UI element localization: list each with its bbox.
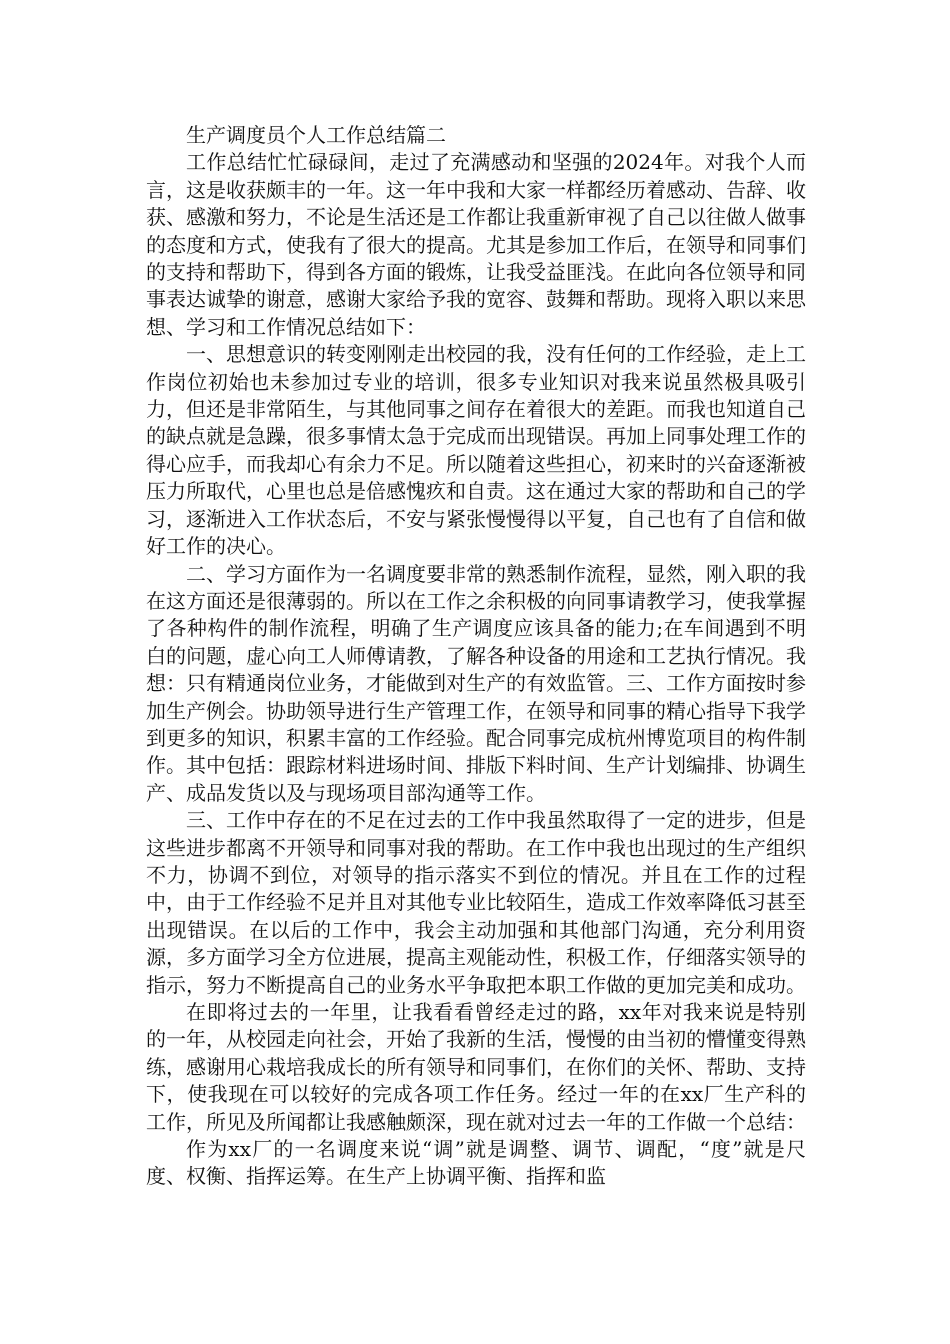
paragraph-shortcomings: 三、工作中存在的不足在过去的工作中我虽然取得了一定的进步，但是这些进步都离不开领导和同事对我的帮助。在工作中我也出现过的生产组织不力，协调不到位，对领导的指示落实不到位的情况。并且在工作的过程中，由于工作经验不足并且对其他专业比较陌生，造成工作效率降低习甚至出现错误。在以后的工作中，我会主动加强和其他部门沟通，充分利用资源，多方面学习全方位进展，提高主观能动性，积极工作，仔细落实领导的指示，努力不断提高自己的业务水平争取把本职工作做的更加完美和成功。	[146, 808, 806, 997]
paragraph-intro: 工作总结忙忙碌碌间，走过了充满感动和坚强的2024年。对我个人而言，这是收获颇丰的一年。这一年中我和大家一样都经历着感动、告辞、收获、感激和努力，不论是生活还是工作都让我重新审视了自己以往做人做事的态度和方式，使我有了很大的提高。尤其是参加工作后，在领导和同事们的支持和帮助下，得到各方面的锻炼，让我受益匪浅。在此向各位领导和同事表达诚挚的谢意，感谢大家给予我的宽容、鼓舞和帮助。现将入职以来思想、学习和工作情况总结如下：	[146, 150, 806, 339]
document-title: 生产调度员个人工作总结篇二	[186, 123, 446, 147]
paragraph-dispatcher-role: 作为xx厂的一名调度来说“调”就是调整、调节、调配，“度”就是尺度、权衡、指挥运筹。在生产上协调平衡、指挥和监	[146, 1137, 806, 1189]
document-page	[146, 122, 806, 1191]
paragraph-year-review: 在即将过去的一年里，让我看看曾经走过的路，xx年对我来说是特别的一年，从校园走向社会，开始了我新的生活，慢慢的由当初的懵懂变得熟练，感谢用心栽培我成长的所有领导和同事们，在你们的关怀、帮助、支持下，使我现在可以较好的完成各项工作任务。经过一年的在xx厂生产科的工作，所见及所闻都让我感触颇深，现在就对过去一年的工作做一个总结：	[146, 1000, 806, 1134]
paragraph-thinking: 一、思想意识的转变刚刚走出校园的我，没有任何的工作经验，走上工作岗位初始也未参加过专业的培训，很多专业知识对我来说虽然极具吸引力，但还是非常陌生，与其他同事之间存在着很大的差距。而我也知道自己的缺点就是急躁，很多事情太急于完成而出现错误。再加上同事处理工作的得心应手，而我却心有余力不足。所以随着这些担心，初来时的兴奋逐渐被压力所取代，心里也总是倍感愧疚和自责。这在通过大家的帮助和自己的学习，逐渐进入工作状态后，不安与紧张慢慢得以平复，自己也有了自信和做好工作的决心。	[146, 342, 806, 559]
paragraph-learning: 二、学习方面作为一名调度要非常的熟悉制作流程，显然，刚入职的我在这方面还是很薄弱的。所以在工作之余积极的向同事请教学习，使我掌握了各种构件的制作流程，明确了生产调度应该具备的能力;在车间遇到不明白的问题，虚心向工人师傅请教，了解各种设备的用途和工艺执行情况。我想：只有精通岗位业务，才能做到对生产的有效监管。三、工作方面按时参加生产例会。协助领导进行生产管理工作，在领导和同事的精心指导下我学到更多的知识，积累丰富的工作经验。配合同事完成杭州博览项目的构件制作。其中包括：跟踪材料进场时间、排版下料时间、生产计划编排、协调生产、成品发货以及与现场项目部沟通等工作。	[146, 561, 806, 805]
